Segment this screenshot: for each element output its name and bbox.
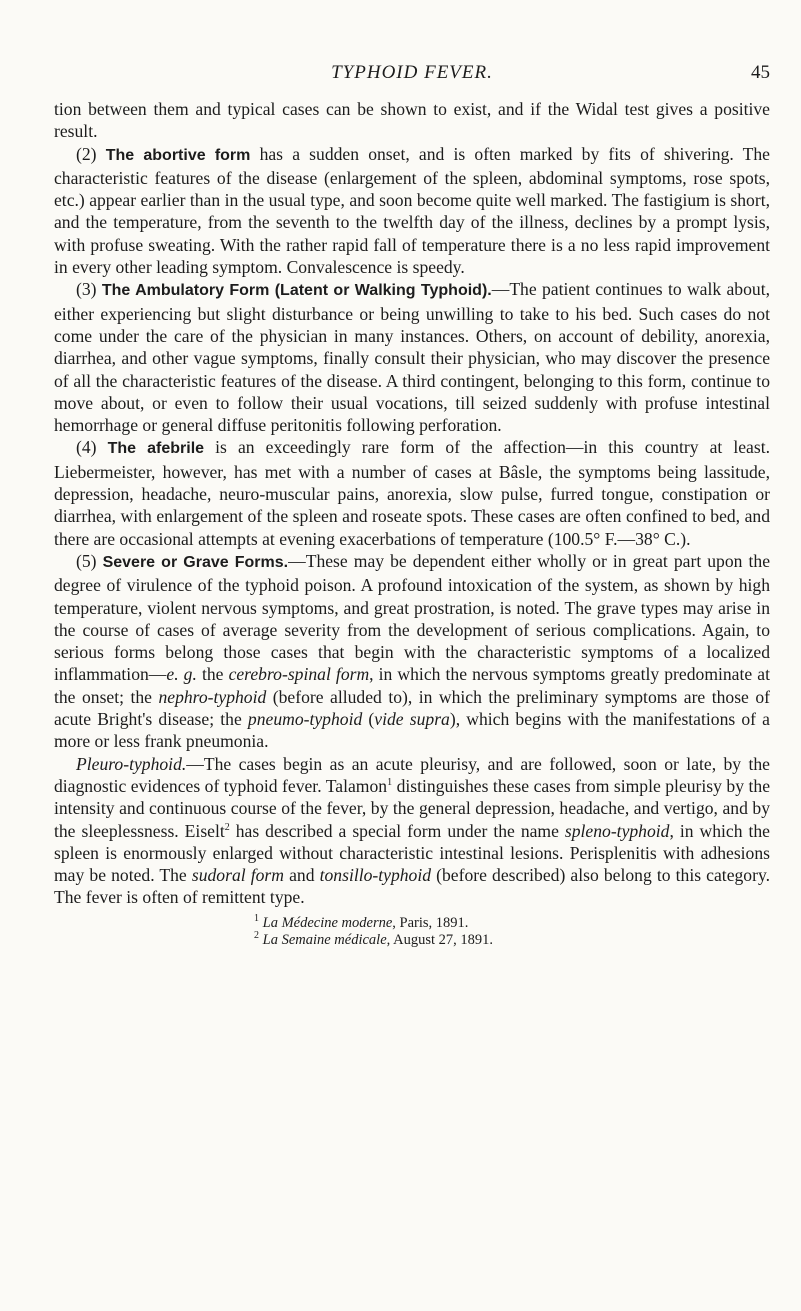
section-heading: Severe or Grave Forms. <box>102 553 289 571</box>
item-number: (3) <box>76 279 97 300</box>
footnote <box>254 929 770 949</box>
running-title: TYPHOID FEVER. <box>331 62 493 83</box>
paragraph-text: is an exceedingly rare form of the affection—in this country at least. Liebermeister, however, has met with a number of cases at Bâsle, the symptoms being lassitude, depression, headache, neuro-muscular pains, anorexia, slow pulse, furred tongue, constipation or diarrhea, with enlargement of the spleen and roseate spots. These cases are often confined to bed, and there are occasional attempts at evening exacerbations of temperature (100.5° F.—38° C.). <box>54 437 770 549</box>
paragraph-ambulatory-form <box>54 278 770 436</box>
italic-term: sudoral form <box>191 865 284 886</box>
paragraph-text: , in which the spleen is enormously enlarged without characteristic intestinal lesions. Perisplenitis with adhesions may be noted. The <box>54 820 770 886</box>
paragraph-text: —The cases begin as an acute pleurisy, and are followed, soon or late, by the diagnostic evidences of typhoid fever. Talamon <box>54 753 770 796</box>
section-heading: The abortive form <box>105 146 251 164</box>
item-number: (4) <box>76 437 97 458</box>
footnote-title: La Médecine moderne <box>262 914 393 931</box>
paragraph-text: —These may be dependent either wholly or in great part upon the degree of virulence of the typhoid poison. A profound intoxication of the system, as shown by high temperature, violent nervous symptoms, and great prostration, is noted. The grave types may arise in the course of cases of average severity from the development of serious complications. Again, to serious forms belong those cases that begin with the characteristic symptoms of a localized inflammation— <box>54 550 771 685</box>
section-heading: The Ambulatory Form (Latent or Walking Typhoid). <box>101 282 492 300</box>
footnotes <box>54 912 770 949</box>
paragraph-text: tion between them and typical cases can be shown to exist, and if the Widal test gives a positive result. <box>54 99 770 142</box>
italic-term: spleno-typhoid <box>564 820 670 841</box>
paragraph-text: —The patient continues to walk about, either experiencing but slight disturbance or being unwilling to take to his bed. Such cases do not come under the care of the physician in many instances. Others, on account of debility, anorexia, diarrhea, and other vague symptoms, finally consult their physician, who may discover the presence of all the characteristic features of the disease. A third contingent, belonging to this form, continue to move about, or even to follow their usual vocations, till seized suddenly with profuse intestinal hemorrhage or general diffuse peritonitis following perforation. <box>54 279 770 436</box>
italic-term: pneumo-typhoid <box>247 709 363 730</box>
paragraph-text: , in which the nervous symptoms greatly predominate at the onset; the <box>54 664 770 707</box>
paragraph-abortive-form <box>54 143 770 279</box>
paragraph-pleuro-typhoid <box>54 753 770 909</box>
running-head <box>54 62 770 88</box>
paragraph-text: distinguishes these cases from simple pleurisy by the intensity and continuous course of the fever, by the general depression, headache, and vertigo, and by the sleeplessness. Eiselt <box>54 775 770 841</box>
footnote-ref: 2 <box>224 821 230 833</box>
paragraph-text: the <box>196 664 229 685</box>
paragraph-text: has described a special form under the name <box>229 820 565 841</box>
footnote-ref: 1 <box>387 777 393 789</box>
italic-term: tonsillo-typhoid <box>319 865 432 886</box>
footnote-text: , Paris, 1891. <box>392 914 469 931</box>
footnote-number: 1 <box>254 912 259 924</box>
italic-term: e. g. <box>166 664 197 685</box>
italic-term: nephro-typhoid <box>158 686 267 707</box>
paragraph-text: ), which begins with the manifestations of a more or less frank pneumonia. <box>54 709 770 752</box>
paragraph-severe-forms <box>54 550 770 753</box>
paragraph-text: ( <box>362 709 375 730</box>
footnote <box>254 912 770 932</box>
paragraph-text: (before described) also belong to this category. The fever is often of remittent type. <box>54 865 771 908</box>
page-number: 45 <box>751 62 770 83</box>
paragraph-afebrile <box>54 436 770 549</box>
section-heading: The afebrile <box>107 440 205 458</box>
section-heading: Pleuro-typhoid. <box>76 753 187 774</box>
paragraph-continuation <box>54 98 770 143</box>
paragraph-text: and <box>283 865 320 886</box>
paragraph-text: has a sudden onset, and is often marked by fits of shivering. The characteristic features of the disease (enlargement of the spleen, abdominal symptoms, rose spots, etc.) appear earlier than in the usual type, and soon become quite well marked. The fastigium is short, and the temperature, from the seventh to the twelfth day of the illness, declines by a prompt lysis, with profuse sweating. With the rather rapid fall of temperature there is a no less rapid improvement in every other leading symptom. Convalescence is speedy. <box>54 143 770 278</box>
paragraph-text: (before alluded to), in which the preliminary symptoms are those of acute Bright's disease; the <box>54 686 770 730</box>
italic-term: vide supra <box>374 709 450 730</box>
footnote-text: , August 27, 1891. <box>386 931 493 948</box>
italic-term: cerebro-spinal form <box>228 664 370 685</box>
footnote-number: 2 <box>254 929 259 941</box>
item-number: (2) <box>76 143 97 164</box>
body-text <box>54 98 770 949</box>
footnote-title: La Semaine médicale <box>262 931 387 948</box>
item-number: (5) <box>76 550 97 571</box>
